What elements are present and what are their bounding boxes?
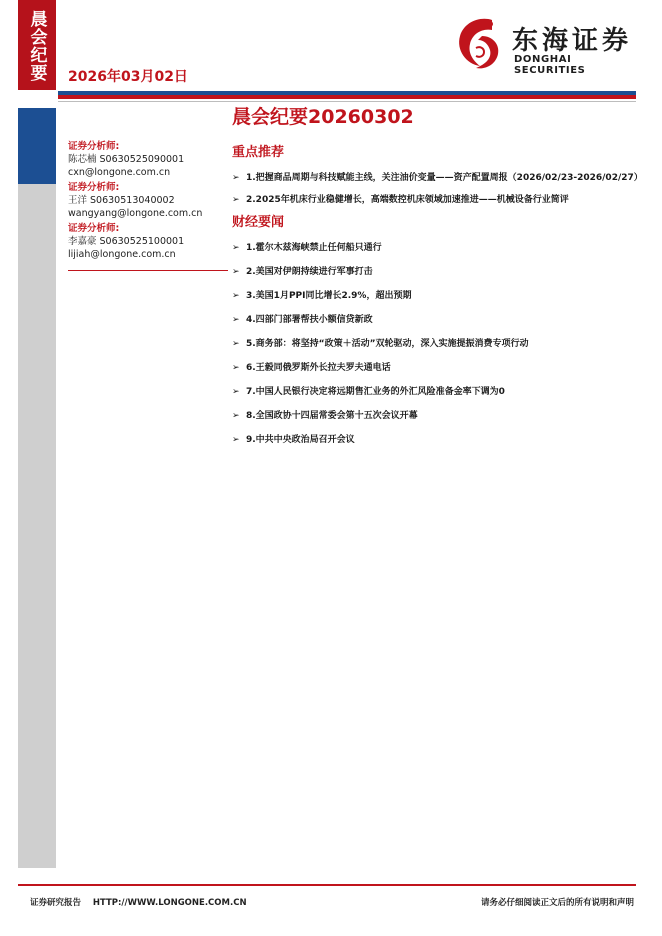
list-item[interactable] <box>232 266 642 279</box>
arrow-bullet-icon: ➢ <box>232 291 240 301</box>
side-blue-bar <box>18 108 56 184</box>
footer-left[interactable]: 证券研究报告 HTTP://WWW.LONGONE.COM.CN <box>30 898 247 908</box>
list-item-text: 7.中国人民银行决定将远期售汇业务的外汇风险准备金率下调为0 <box>246 387 505 397</box>
key-picks-list <box>232 172 642 207</box>
analyst-name-id: 王洋 S0630513040002 <box>68 195 175 206</box>
arrow-bullet-icon: ➢ <box>232 173 240 183</box>
analyst-email[interactable]: lijiah@longone.com.cn <box>68 249 176 260</box>
report-title: 晨会纪要20260302 <box>232 106 414 128</box>
company-logo <box>452 14 632 76</box>
list-item-text: 2.2025年机床行业稳健增长，高端数控机床领域加速推进——机械设备行业简评 <box>246 195 569 205</box>
analyst-name-id: 陈芯楠 S0630525090001 <box>68 154 185 165</box>
footer-rule <box>18 884 636 886</box>
side-red-tab <box>18 0 56 90</box>
logo-text-cn: 东海证券 <box>512 26 633 56</box>
header-rule-red <box>58 95 636 99</box>
section-heading-finance-news: 财经要闻 <box>232 215 285 230</box>
analyst-role: 证券分析师: <box>68 141 120 152</box>
analyst-email[interactable]: wangyang@longone.com.cn <box>68 208 203 219</box>
list-item-text: 2.美国对伊朗持续进行军事打击 <box>246 267 373 277</box>
arrow-bullet-icon: ➢ <box>232 243 240 253</box>
side-label: 晨会纪要 <box>26 10 47 82</box>
arrow-bullet-icon: ➢ <box>232 411 240 421</box>
list-item[interactable] <box>232 434 642 447</box>
arrow-bullet-icon: ➢ <box>232 315 240 325</box>
list-item-text: 3.美国1月PPI同比增长2.9%，超出预期 <box>246 291 412 301</box>
analyst-role: 证券分析师: <box>68 182 120 193</box>
list-item-text: 9.中共中央政治局召开会议 <box>246 435 355 445</box>
side-grey-bar <box>18 184 56 868</box>
list-item[interactable] <box>232 410 642 423</box>
analyst-name-id: 李嘉豪 S0630525100001 <box>68 236 185 247</box>
footer-right: 请务必仔细阅读正文后的所有说明和声明 <box>480 898 634 908</box>
list-item[interactable] <box>232 172 642 185</box>
analyst-list <box>68 140 228 263</box>
arrow-bullet-icon: ➢ <box>232 195 240 205</box>
dragon-logo-icon <box>452 14 506 74</box>
analyst-role: 证券分析师: <box>68 223 120 234</box>
list-item[interactable] <box>232 362 642 375</box>
arrow-bullet-icon: ➢ <box>232 339 240 349</box>
header-rule-grey <box>58 101 636 102</box>
section-heading-key-picks: 重点推荐 <box>232 145 285 160</box>
analyst-entry <box>68 181 228 220</box>
list-item[interactable] <box>232 290 642 303</box>
list-item-text: 1.霍尔木兹海峡禁止任何船只通行 <box>246 243 382 253</box>
arrow-bullet-icon: ➢ <box>232 387 240 397</box>
list-item[interactable] <box>232 242 642 255</box>
list-item[interactable] <box>232 194 642 207</box>
arrow-bullet-icon: ➢ <box>232 435 240 445</box>
analyst-entry <box>68 140 228 179</box>
list-item-text: 5.商务部：将坚持“政策＋活动”双轮驱动，深入实施提振消费专项行动 <box>246 339 529 349</box>
list-item[interactable] <box>232 338 642 351</box>
list-item-text: 4.四部门部署帮扶小额信贷新政 <box>246 315 373 325</box>
arrow-bullet-icon: ➢ <box>232 267 240 277</box>
report-date: 2026年03月02日 <box>68 69 188 85</box>
logo-text-en: DONGHAI SECURITIES <box>514 54 586 76</box>
list-item[interactable] <box>232 314 642 327</box>
list-item[interactable] <box>232 386 642 399</box>
finance-news-list <box>232 242 642 447</box>
list-item-text: 6.王毅同俄罗斯外长拉夫罗夫通电话 <box>246 363 391 373</box>
list-item-text: 1.把握商品周期与科技赋能主线，关注油价变量——资产配置周报（2026/02/23-2026/02/27） <box>246 173 643 183</box>
main-content <box>232 104 642 458</box>
arrow-bullet-icon: ➢ <box>232 363 240 373</box>
analyst-entry <box>68 222 228 261</box>
analyst-divider <box>68 270 228 271</box>
list-item-text: 8.全国政协十四届常委会第十五次会议开幕 <box>246 411 418 421</box>
analyst-email[interactable]: cxn@longone.com.cn <box>68 167 171 178</box>
